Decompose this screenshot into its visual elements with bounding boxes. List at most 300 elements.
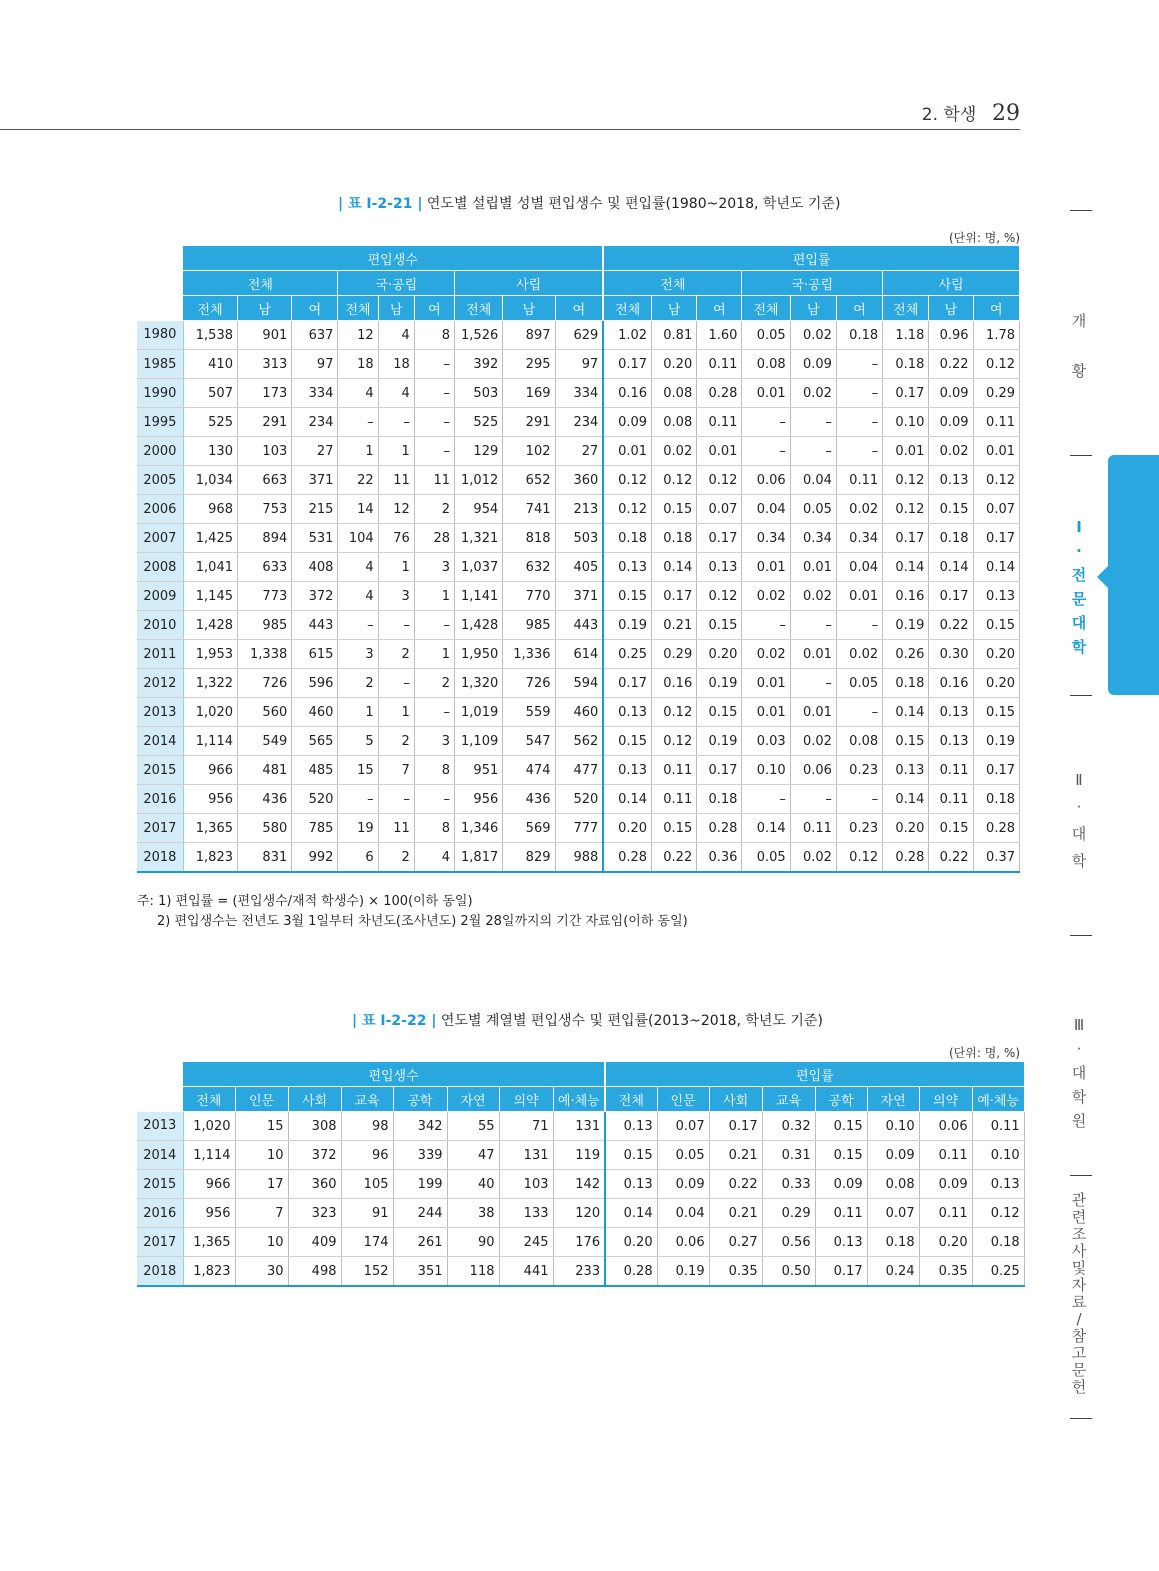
- table-cell: 0.30: [929, 640, 973, 669]
- column-header: 의약: [499, 1087, 553, 1112]
- table-cell: 0.12: [603, 466, 651, 495]
- header-blank: [137, 246, 183, 271]
- table-cell: 0.09: [929, 379, 973, 408]
- table-cell: 0.19: [697, 669, 742, 698]
- table-cell: 244: [393, 1199, 447, 1228]
- table-cell: 360: [555, 466, 603, 495]
- table-cell: 0.10: [867, 1112, 919, 1141]
- table-cell: 98: [341, 1112, 393, 1141]
- column-header: 여: [414, 296, 454, 321]
- table-cell: –: [790, 785, 836, 814]
- table-cell: 1,953: [183, 640, 237, 669]
- table-cell: 0.21: [709, 1141, 762, 1170]
- table-cell: 0.01: [603, 437, 651, 466]
- table-cell: –: [378, 408, 414, 437]
- table-cell: 0.01: [742, 669, 790, 698]
- table-row: [137, 466, 1020, 495]
- table-cell: 0.06: [657, 1228, 709, 1257]
- table-cell: 12: [378, 495, 414, 524]
- table-cell: 0.21: [652, 611, 697, 640]
- table-cell: 0.15: [605, 1141, 657, 1170]
- table-cell: 142: [553, 1170, 605, 1199]
- table-cell: 0.02: [790, 321, 836, 350]
- table-cell: 105: [341, 1170, 393, 1199]
- sidebar-divider: [1070, 455, 1092, 456]
- table-cell: 27: [555, 437, 603, 466]
- table-cell: 901: [237, 321, 291, 350]
- table-cell: –: [742, 785, 790, 814]
- table-cell: 19: [338, 814, 378, 843]
- row-year: 2014: [137, 1141, 183, 1170]
- table1: [137, 246, 1020, 873]
- table-cell: 0.15: [697, 698, 742, 727]
- table-cell: –: [742, 611, 790, 640]
- table-cell: 992: [292, 843, 338, 873]
- table-cell: 1,428: [455, 611, 503, 640]
- table-cell: 38: [447, 1199, 499, 1228]
- table-cell: 0.31: [762, 1141, 815, 1170]
- table-cell: 0.18: [883, 669, 929, 698]
- table-cell: –: [836, 698, 882, 727]
- table-cell: 1.60: [697, 321, 742, 350]
- table-row: [137, 814, 1020, 843]
- sidebar-char: 원: [1071, 1112, 1087, 1130]
- page-header: [922, 100, 1020, 126]
- table-cell: 0.14: [883, 698, 929, 727]
- table-cell: 5: [338, 727, 378, 756]
- table-cell: 392: [455, 350, 503, 379]
- table-cell: 0.20: [605, 1228, 657, 1257]
- table-row: [137, 1141, 1024, 1170]
- table-cell: 0.28: [697, 814, 742, 843]
- table-cell: 97: [555, 350, 603, 379]
- table-cell: 770: [503, 582, 555, 611]
- table-cell: 0.02: [742, 582, 790, 611]
- column-header: 전체: [183, 296, 237, 321]
- table-cell: 1: [414, 582, 454, 611]
- table-cell: 1,019: [455, 698, 503, 727]
- table-cell: 0.17: [603, 350, 651, 379]
- table-cell: 0.18: [883, 350, 929, 379]
- table-cell: 4: [338, 582, 378, 611]
- table-cell: 0.28: [973, 814, 1019, 843]
- table-cell: 0.19: [657, 1257, 709, 1287]
- table-cell: 2: [378, 727, 414, 756]
- table-row: [137, 640, 1020, 669]
- table-cell: 7: [235, 1199, 288, 1228]
- table-cell: 410: [183, 350, 237, 379]
- table-cell: 0.05: [742, 321, 790, 350]
- table-cell: 0.28: [883, 843, 929, 873]
- column-header: 공학: [393, 1087, 447, 1112]
- table-cell: 0.09: [815, 1170, 867, 1199]
- table-cell: 372: [288, 1141, 341, 1170]
- table-cell: 0.11: [697, 350, 742, 379]
- table-cell: 951: [455, 756, 503, 785]
- table-row: [137, 321, 1020, 350]
- table-cell: 520: [292, 785, 338, 814]
- table-cell: 0.25: [603, 640, 651, 669]
- table-cell: 956: [183, 785, 237, 814]
- table-cell: 0.06: [790, 756, 836, 785]
- table-cell: 1,114: [183, 727, 237, 756]
- table-cell: 0.12: [973, 466, 1019, 495]
- table-cell: 1,114: [183, 1141, 235, 1170]
- table-cell: 0.02: [790, 582, 836, 611]
- column-header: 사회: [709, 1087, 762, 1112]
- table-cell: 261: [393, 1228, 447, 1257]
- table-cell: 0.12: [603, 495, 651, 524]
- sidebar-char: 학: [1071, 852, 1087, 870]
- table-cell: 0.22: [929, 843, 973, 873]
- table-cell: 637: [292, 321, 338, 350]
- table-row: [137, 495, 1020, 524]
- sidebar-divider: [1070, 210, 1092, 211]
- row-year: 2000: [137, 437, 183, 466]
- table-cell: –: [790, 669, 836, 698]
- table-cell: –: [836, 408, 882, 437]
- table-cell: 0.10: [883, 408, 929, 437]
- table-cell: 131: [499, 1141, 553, 1170]
- column-header: 남: [929, 296, 973, 321]
- table-cell: 1,538: [183, 321, 237, 350]
- group-header: 편입생수: [183, 246, 603, 271]
- table-cell: 176: [553, 1228, 605, 1257]
- table-cell: 0.12: [652, 727, 697, 756]
- table-cell: 0.22: [709, 1170, 762, 1199]
- table-cell: 785: [292, 814, 338, 843]
- column-header: 예·체능: [553, 1087, 605, 1112]
- table-cell: –: [836, 611, 882, 640]
- table-cell: 0.18: [652, 524, 697, 553]
- row-year: 2009: [137, 582, 183, 611]
- table-cell: 580: [237, 814, 291, 843]
- column-header: 전체: [883, 296, 929, 321]
- table-cell: 8: [414, 756, 454, 785]
- table-cell: 477: [555, 756, 603, 785]
- table-cell: 313: [237, 350, 291, 379]
- sidebar-divider: [1070, 695, 1092, 696]
- table-cell: 443: [555, 611, 603, 640]
- table-cell: 562: [555, 727, 603, 756]
- table-cell: 119: [553, 1141, 605, 1170]
- sidebar-char: 자: [1071, 1276, 1087, 1294]
- sidebar-char: 전: [1071, 566, 1087, 584]
- table-cell: 3: [338, 640, 378, 669]
- table-row: [137, 408, 1020, 437]
- table-cell: 0.10: [742, 756, 790, 785]
- table-cell: 0.17: [973, 756, 1019, 785]
- table-cell: 133: [499, 1199, 553, 1228]
- table-cell: 0.12: [697, 466, 742, 495]
- table-row: [137, 437, 1020, 466]
- table-cell: 0.11: [929, 785, 973, 814]
- table-cell: 0.09: [603, 408, 651, 437]
- active-chapter-arrow: [1097, 566, 1108, 588]
- sidebar-char: ·: [1076, 1040, 1082, 1058]
- table-cell: 0.12: [697, 582, 742, 611]
- table-cell: 0.07: [657, 1112, 709, 1141]
- sidebar-char: 고: [1071, 1344, 1087, 1362]
- table-cell: 0.05: [836, 669, 882, 698]
- table-cell: 0.26: [883, 640, 929, 669]
- table-cell: 0.04: [657, 1199, 709, 1228]
- row-year: 2015: [137, 1170, 183, 1199]
- table-cell: 0.12: [883, 466, 929, 495]
- row-year: 2007: [137, 524, 183, 553]
- table-cell: 0.20: [697, 640, 742, 669]
- table-cell: 988: [555, 843, 603, 873]
- table-cell: 3: [414, 553, 454, 582]
- table-cell: 0.01: [790, 553, 836, 582]
- table-cell: 40: [447, 1170, 499, 1199]
- table-cell: 0.14: [883, 785, 929, 814]
- table-cell: 565: [292, 727, 338, 756]
- table-cell: 615: [292, 640, 338, 669]
- table-cell: 629: [555, 321, 603, 350]
- column-header: 인문: [657, 1087, 709, 1112]
- group-header: 편입률: [603, 246, 1019, 271]
- column-header: 전체: [183, 1087, 235, 1112]
- column-header: 의약: [919, 1087, 972, 1112]
- table-cell: 443: [292, 611, 338, 640]
- sidebar-item-chapter: [1063, 1192, 1095, 1396]
- table-cell: 894: [237, 524, 291, 553]
- sidebar-char: Ⅲ: [1073, 1016, 1085, 1034]
- sidebar-divider: [1070, 935, 1092, 936]
- table-cell: 0.06: [919, 1112, 972, 1141]
- table-row: [137, 611, 1020, 640]
- table-cell: 0.19: [973, 727, 1019, 756]
- column-header: 예·체능: [972, 1087, 1024, 1112]
- table-cell: 956: [455, 785, 503, 814]
- table-cell: 0.17: [883, 379, 929, 408]
- column-header: 인문: [235, 1087, 288, 1112]
- table-row: [137, 582, 1020, 611]
- column-header: 남: [378, 296, 414, 321]
- table-cell: 27: [292, 437, 338, 466]
- column-header: 남: [237, 296, 291, 321]
- table-cell: 596: [292, 669, 338, 698]
- table-cell: 1,020: [183, 698, 237, 727]
- table-cell: 1,020: [183, 1112, 235, 1141]
- table-cell: 441: [499, 1257, 553, 1287]
- table-cell: 0.20: [883, 814, 929, 843]
- table-cell: 818: [503, 524, 555, 553]
- table-cell: 0.04: [790, 466, 836, 495]
- sidebar-item-chapter: [1063, 767, 1095, 875]
- row-year: 2012: [137, 669, 183, 698]
- sidebar-char: 참: [1071, 1327, 1087, 1345]
- table-cell: 120: [553, 1199, 605, 1228]
- table-cell: 339: [393, 1141, 447, 1170]
- table-cell: 777: [555, 814, 603, 843]
- table-cell: 1,141: [455, 582, 503, 611]
- table-cell: 0.13: [603, 698, 651, 727]
- table-cell: 726: [503, 669, 555, 698]
- table-cell: –: [338, 785, 378, 814]
- table-cell: 0.13: [605, 1170, 657, 1199]
- table-cell: –: [836, 379, 882, 408]
- table-cell: 0.18: [973, 785, 1019, 814]
- row-year: 2017: [137, 814, 183, 843]
- table-row: [137, 1199, 1024, 1228]
- table-cell: 503: [555, 524, 603, 553]
- table-cell: 0.01: [883, 437, 929, 466]
- table-cell: 0.09: [867, 1141, 919, 1170]
- table-cell: 0.15: [815, 1141, 867, 1170]
- column-header: 여: [555, 296, 603, 321]
- sidebar-char: 학: [1071, 638, 1087, 656]
- table-cell: 96: [341, 1141, 393, 1170]
- table-cell: 0.15: [652, 814, 697, 843]
- column-header: 전체: [603, 296, 651, 321]
- sidebar-char: ·: [1076, 542, 1082, 560]
- table-cell: 485: [292, 756, 338, 785]
- table-cell: 11: [414, 466, 454, 495]
- table-cell: 0.14: [652, 553, 697, 582]
- table-cell: 372: [292, 582, 338, 611]
- table-cell: 308: [288, 1112, 341, 1141]
- table-cell: 6: [338, 843, 378, 873]
- table-cell: 15: [235, 1112, 288, 1141]
- table-cell: 1,365: [183, 1228, 235, 1257]
- table-cell: 633: [237, 553, 291, 582]
- table-cell: 174: [341, 1228, 393, 1257]
- table-cell: 234: [555, 408, 603, 437]
- table-cell: 0.20: [652, 350, 697, 379]
- table-cell: 560: [237, 698, 291, 727]
- table-cell: 0.09: [790, 350, 836, 379]
- table-cell: 0.20: [973, 640, 1019, 669]
- column-header: 교육: [762, 1087, 815, 1112]
- table-cell: 0.19: [697, 727, 742, 756]
- table-cell: 0.04: [836, 553, 882, 582]
- section-title: 2. 학생: [921, 105, 977, 125]
- sidebar-char: 황: [1071, 362, 1087, 380]
- row-year: 2006: [137, 495, 183, 524]
- table1-title: 연도별 설립별 성별 편입생수 및 편입률(1980~2018, 학년도 기준): [426, 196, 841, 212]
- table-cell: 0.01: [742, 698, 790, 727]
- table-cell: 0.01: [836, 582, 882, 611]
- table-cell: 0.07: [697, 495, 742, 524]
- table-cell: 2: [378, 640, 414, 669]
- sidebar-char: 련: [1071, 1208, 1087, 1226]
- table-cell: 0.17: [697, 756, 742, 785]
- table-cell: 1.78: [973, 321, 1019, 350]
- table-cell: 0.13: [815, 1228, 867, 1257]
- table-cell: 71: [499, 1112, 553, 1141]
- sidebar-char: 문: [1071, 590, 1087, 608]
- sidebar-char: 및: [1071, 1259, 1087, 1277]
- table-cell: 0.23: [836, 814, 882, 843]
- table-cell: 0.13: [605, 1112, 657, 1141]
- sidebar-char: 헌: [1071, 1378, 1087, 1396]
- table-cell: 0.14: [603, 785, 651, 814]
- table-cell: 0.11: [790, 814, 836, 843]
- table-cell: 0.05: [790, 495, 836, 524]
- row-year: 2016: [137, 785, 183, 814]
- row-year: 2014: [137, 727, 183, 756]
- sub-header: 전체: [603, 271, 742, 296]
- table-cell: –: [378, 785, 414, 814]
- table-cell: 741: [503, 495, 555, 524]
- table-cell: 0.02: [652, 437, 697, 466]
- table-cell: –: [742, 437, 790, 466]
- table-cell: 525: [183, 408, 237, 437]
- column-header: 전체: [338, 296, 378, 321]
- table-cell: 507: [183, 379, 237, 408]
- table-cell: 405: [555, 553, 603, 582]
- table-cell: 1,338: [237, 640, 291, 669]
- sub-header: 사립: [455, 271, 604, 296]
- header-blank: [137, 1062, 183, 1087]
- table-cell: 0.11: [697, 408, 742, 437]
- table-cell: 985: [503, 611, 555, 640]
- note-2: 2) 편입생수는 전년도 3월 1일부터 차년도(조사년도) 2월 28일까지의 기간 자료임(이하 동일): [157, 914, 688, 929]
- row-year: 2013: [137, 1112, 183, 1141]
- active-chapter-tab: [1108, 455, 1159, 695]
- column-header: 여: [292, 296, 338, 321]
- row-year: 2016: [137, 1199, 183, 1228]
- row-year: 2013: [137, 698, 183, 727]
- table-cell: 0.01: [973, 437, 1019, 466]
- table-cell: 0.15: [603, 727, 651, 756]
- row-year: 2017: [137, 1228, 183, 1257]
- table-cell: 829: [503, 843, 555, 873]
- table-cell: 1,336: [503, 640, 555, 669]
- sidebar-item-chapter: [1063, 1013, 1095, 1133]
- table-row: [137, 379, 1020, 408]
- table-cell: 460: [555, 698, 603, 727]
- table-cell: 8: [414, 814, 454, 843]
- table-cell: 897: [503, 321, 555, 350]
- table2-number: | 표 Ⅰ-2-22 |: [352, 1013, 437, 1029]
- table-cell: 4: [378, 379, 414, 408]
- table-cell: 103: [237, 437, 291, 466]
- table-cell: 0.13: [929, 727, 973, 756]
- table-cell: 30: [235, 1257, 288, 1287]
- table-cell: 1,322: [183, 669, 237, 698]
- table-cell: 436: [503, 785, 555, 814]
- group-header: 편입률: [605, 1062, 1024, 1087]
- table-cell: 0.20: [919, 1228, 972, 1257]
- sidebar-divider: [1070, 1175, 1092, 1176]
- table-cell: 0.15: [697, 611, 742, 640]
- table-cell: 0.08: [652, 379, 697, 408]
- table-cell: 0.08: [836, 727, 882, 756]
- table-cell: 0.15: [652, 495, 697, 524]
- table-cell: 17: [235, 1170, 288, 1199]
- chapter-sidebar: [1063, 0, 1159, 1571]
- row-year: 1985: [137, 350, 183, 379]
- table-cell: 360: [288, 1170, 341, 1199]
- table-cell: 0.02: [929, 437, 973, 466]
- table-cell: 1,428: [183, 611, 237, 640]
- table-cell: 0.02: [790, 727, 836, 756]
- row-year: 1990: [137, 379, 183, 408]
- sidebar-item-chapter: [1063, 296, 1095, 396]
- table-cell: 295: [503, 350, 555, 379]
- sidebar-char: /: [1076, 1310, 1082, 1328]
- table-cell: 549: [237, 727, 291, 756]
- table-cell: 213: [555, 495, 603, 524]
- table-cell: 3: [378, 582, 414, 611]
- table-cell: 0.35: [919, 1257, 972, 1287]
- table-cell: 0.14: [605, 1199, 657, 1228]
- table-cell: 90: [447, 1228, 499, 1257]
- table-cell: –: [836, 785, 882, 814]
